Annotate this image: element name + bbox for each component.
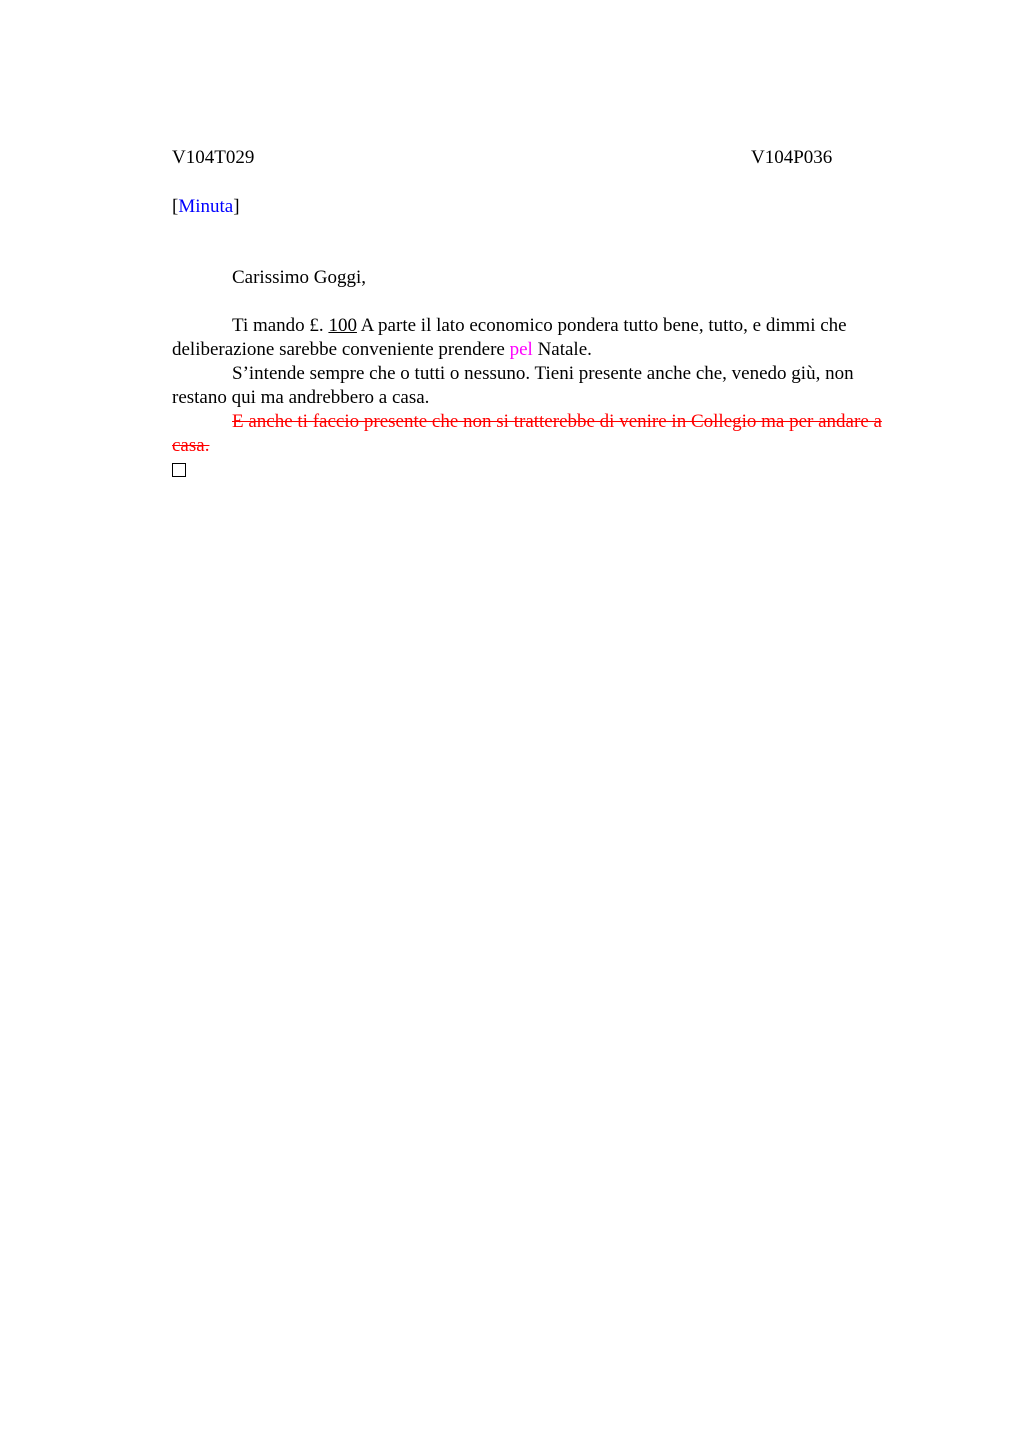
- open-bracket: [: [172, 196, 179, 217]
- letter-paragraph-2: S’intende sempre che o tutti o nessuno. Tieni presente anche che, venedo giù, non restano qui ma andrebbero a casa.: [172, 363, 854, 408]
- minuta-word: Minuta: [178, 196, 234, 217]
- minuta-label: [172, 196, 240, 218]
- letter-paragraph-deleted: E anche ti faccio presente che non si tratterebbe di venire in Collegio ma per andare a casa.: [172, 411, 882, 456]
- highlighted-word: pel: [509, 339, 533, 360]
- end-marker-box-icon: [172, 463, 186, 477]
- letter-greeting: Carissimo Goggi,: [232, 267, 367, 288]
- document-code-left: V104T029: [172, 147, 255, 168]
- amount-value: 100: [328, 315, 357, 336]
- p1-text-start: Ti mando £.: [232, 315, 329, 336]
- letter-body: [172, 266, 912, 477]
- document-code-right: V104P036: [751, 147, 833, 168]
- close-bracket: ]: [233, 196, 240, 217]
- letter-paragraph-1: [172, 314, 912, 362]
- p1-text-middle: A parte il lato economico pondera tutto bene, tutto, e dimmi che deliberazione sarebbe conveniente prendere: [172, 315, 847, 360]
- p1-text-end: Natale.: [532, 339, 592, 360]
